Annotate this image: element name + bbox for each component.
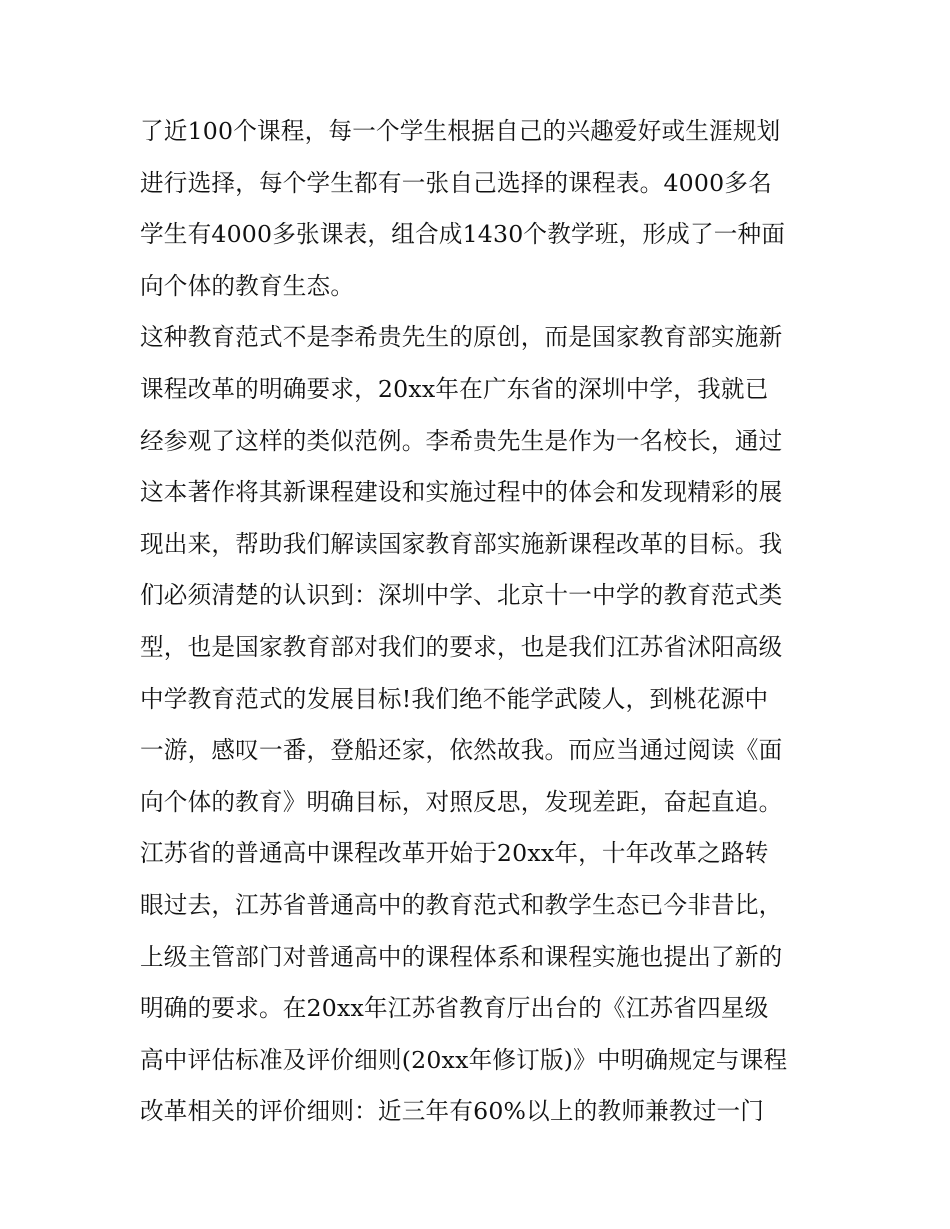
text-line: 这本著作将其新课程建设和实施过程中的体会和发现精彩的展	[140, 478, 783, 507]
text-line: 眼过去，江苏省普通高中的教育范式和教学生态已今非昔比，	[140, 890, 783, 919]
text-line: 经参观了这样的类似范例。李希贵先生是作为一名校长，通过	[140, 426, 783, 455]
text-line: 这种教育范式不是李希贵先生的原创，而是国家教育部实施新	[140, 323, 783, 352]
text-line: 改革相关的评价细则：近三年有60%以上的教师兼教过一门	[140, 1097, 765, 1126]
text-line: 江苏省的普通高中课程改革开始于20xx年，十年改革之路转	[140, 839, 769, 868]
text-line: 上级主管部门对普通高中的课程体系和课程实施也提出了新的	[140, 942, 783, 971]
text-line: 中学教育范式的发展目标!我们绝不能学武陵人，到桃花源中	[140, 684, 769, 713]
text-line: 一游，感叹一番，登船还家，依然故我。而应当通过阅读《面	[140, 736, 783, 765]
text-line: 明确的要求。在20xx年江苏省教育厅出台的《江苏省四星级	[140, 994, 769, 1023]
text-line: 现出来，帮助我们解读国家教育部实施新课程改革的目标。我	[140, 529, 783, 558]
text-line: 高中评估标准及评价细则(20xx年修订版)》中明确规定与课程	[140, 1045, 788, 1074]
text-line: 了近100个课程，每一个学生根据自己的兴趣爱好或生涯规划	[140, 117, 781, 145]
text-line: 向个体的教育》明确目标，对照反思，发现差距，奋起直追。	[140, 787, 783, 816]
text-line: 课程改革的明确要求，20xx年在广东省的深圳中学，我就已	[140, 374, 769, 403]
text-line: 进行选择，每个学生都有一张自己选择的课程表。4000多名	[140, 168, 772, 197]
text-line: 型，也是国家教育部对我们的要求，也是我们江苏省沭阳高级	[140, 632, 783, 661]
document-page	[140, 106, 820, 1138]
text-line: 们必须清楚的认识到：深圳中学、北京十一中学的教育范式类	[140, 581, 783, 610]
text-line: 向个体的教育生态。	[140, 271, 355, 300]
text-line: 学生有4000多张课表，组合成1430个教学班，形成了一种面	[140, 220, 786, 249]
